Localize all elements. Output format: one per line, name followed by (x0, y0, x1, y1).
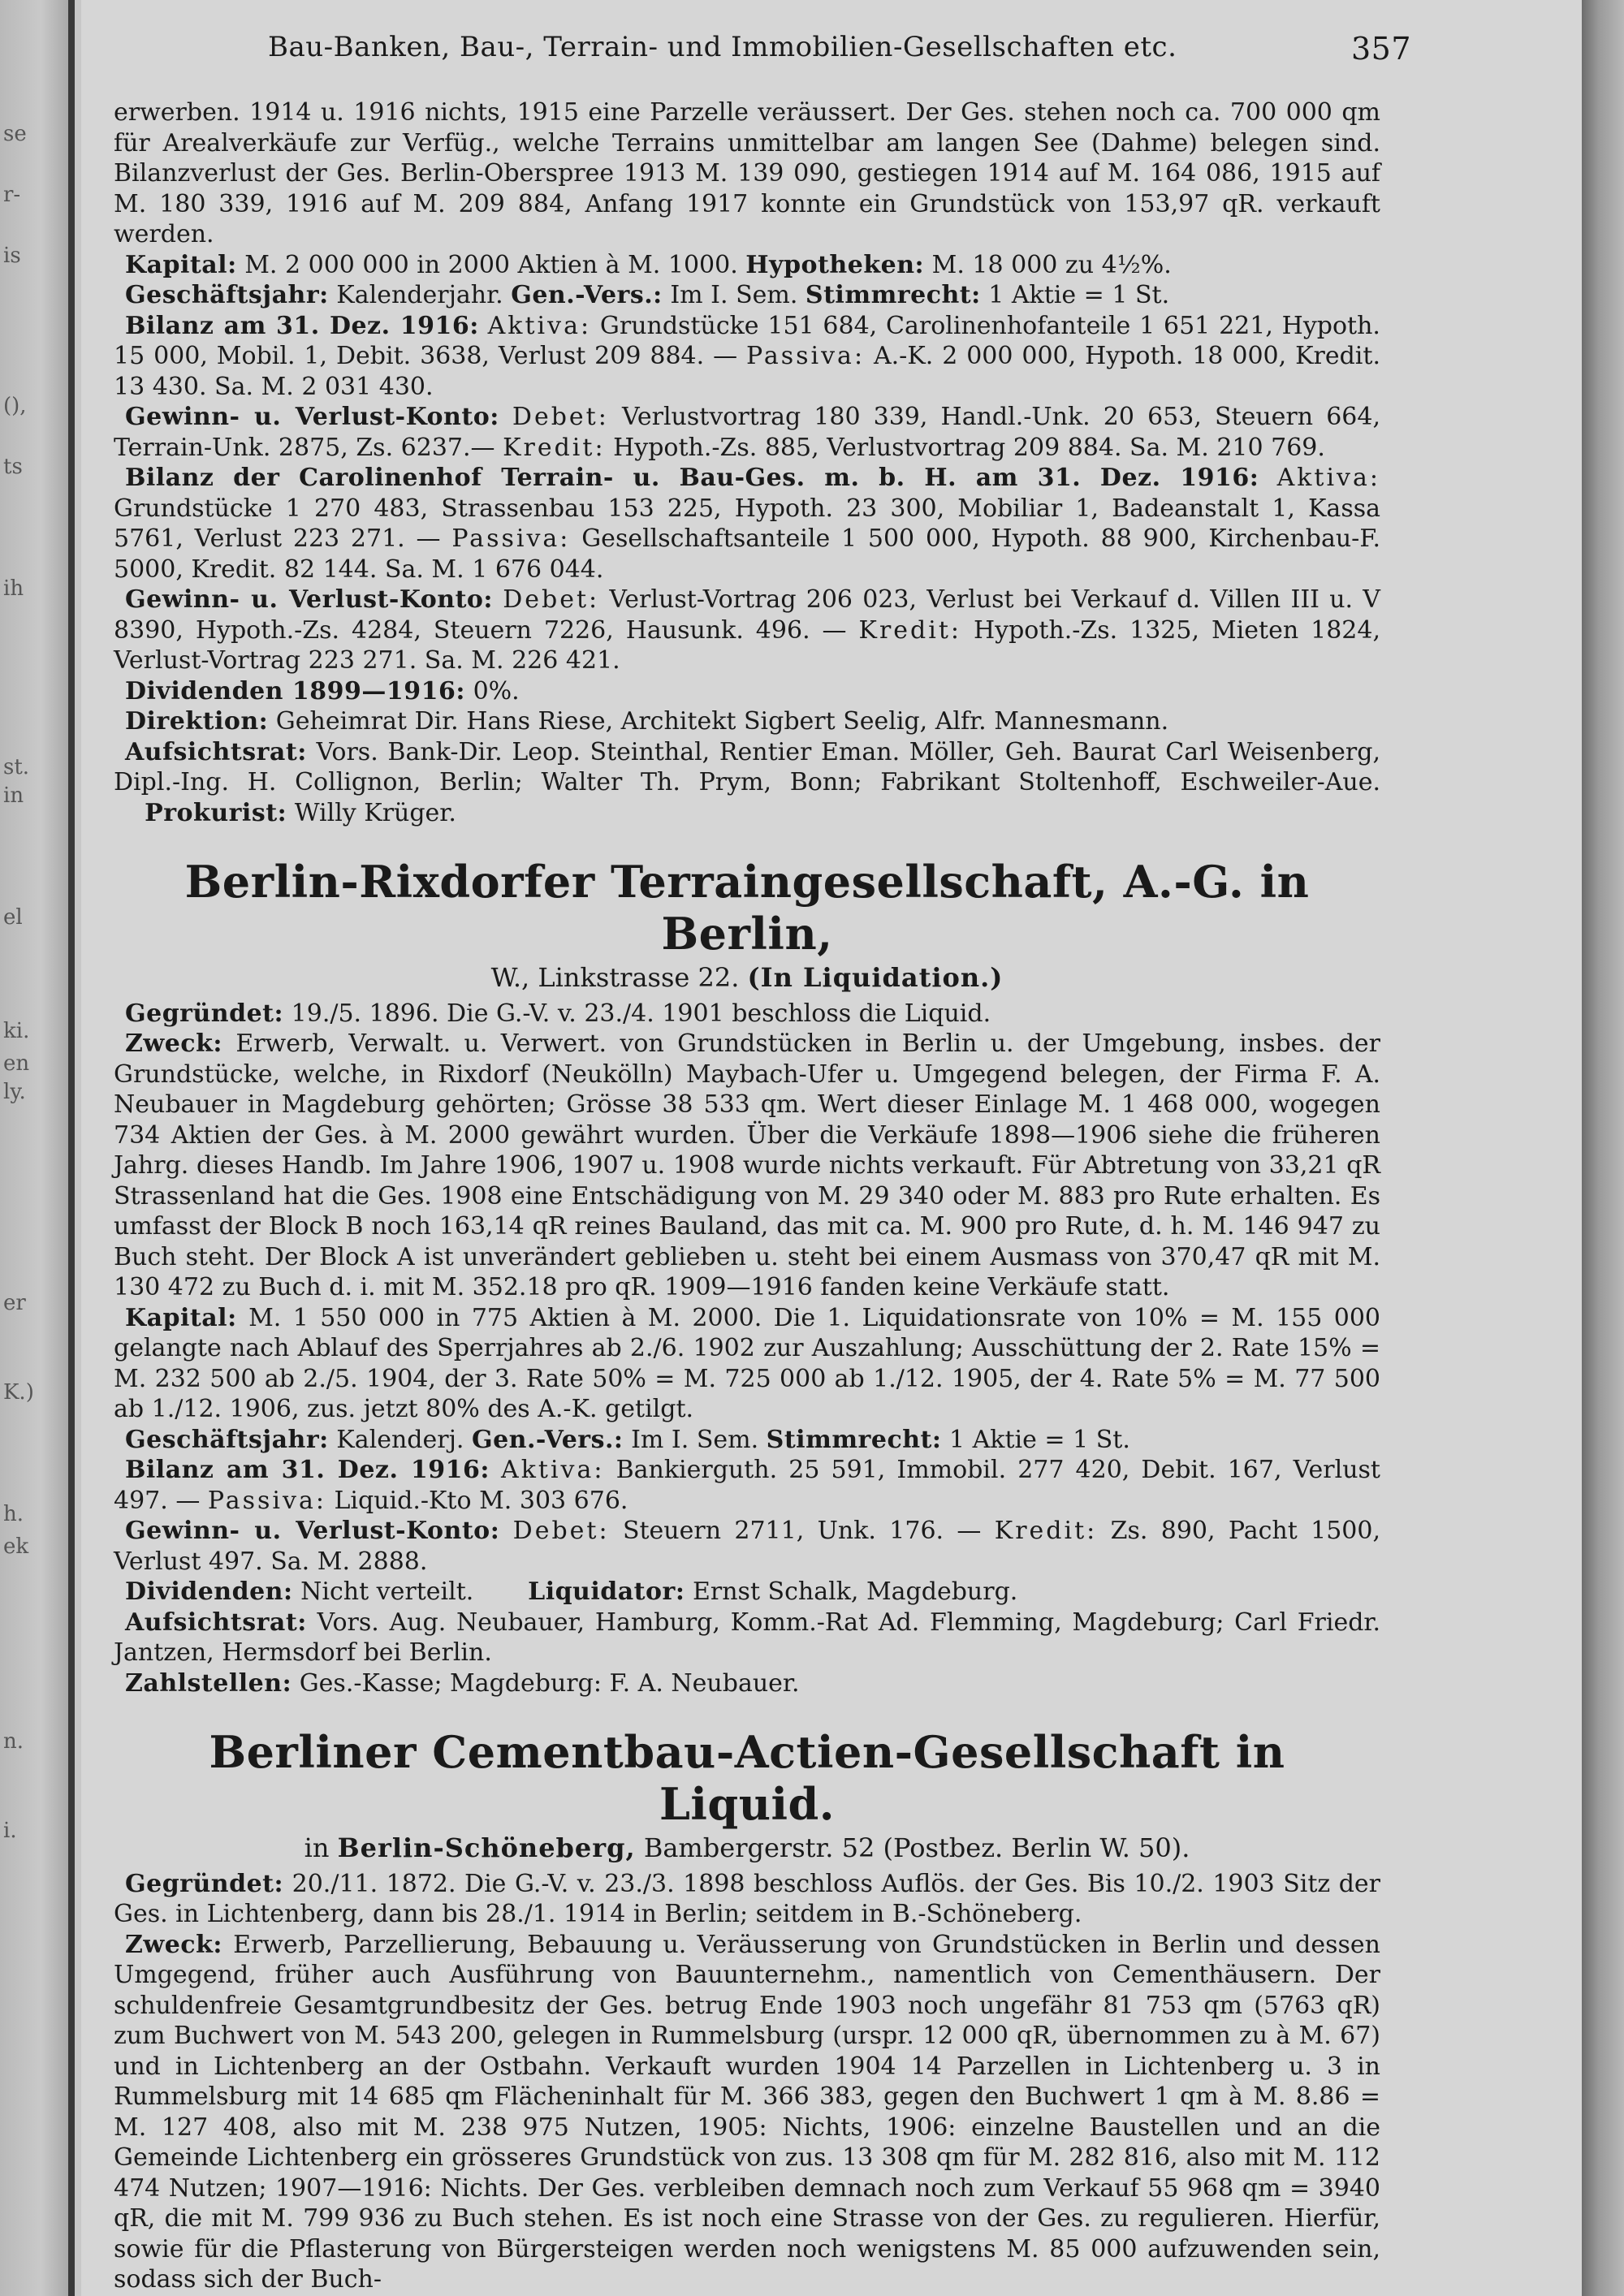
zweck-paragraph: Zweck: Erwerb, Parzellierung, Bebauung u. Veräusserung von Grundstücken in Berlin und dessen Umgegend, früher auch Ausführung von Bauunternehm., namentlich von Cementhäusern. Der schuldenfreie Gesamtgrundbesitz der Ges. betrug Ende 1903 noch ungefähr 81 753 qm (5763 qR) zum Buchwert von M. 543 200, gelegen in Rummelsburg (urspr. 12 000 qR, übernommen zu à M. 67) und in Lichtenberg an der Ostbahn. Verkauft wurden 1904 14 Parzellen in Lichtenberg u. 3 in Rummelsburg mit 14 685 qm Flächeninhalt für M. 366 383, gegen den Buchwert 1 qm à M. 8.86 = M. 127 408, also mit M. 238 975 Nutzen, 1905: Nichts, 1906: einzelne Baustellen und an die Gemeinde Lichtenberg ein grösseres Grundstück von zus. 13 308 qm für M. 282 816, also mit M. 112 474 Nutzen; 1907—1916: Nichts. Der Ges. verbleiben demnach noch zum Verkauf 55 968 qm = 3940 qR, die mit M. 799 936 zu Buch stehen. Es ist noch eine Strasse von der Ges. zu regulieren. Hierfür, sowie für die Pflasterung von Bürgersteigen werden noch wenigstens M. 85 000 aufzuwenden sein, sodass sich der Buch- (114, 1930, 1380, 2294)
entry-title: Berlin-Rixdorfer Terraingesellschaft, A.-G. in Berlin, (184, 856, 1310, 960)
margin-fragment: is (3, 244, 21, 268)
margin-fragment: el (3, 905, 23, 930)
right-page-edge (1582, 0, 1624, 2296)
gegruendet-paragraph: Gegründet: 20./11. 1872. Die G.-V. v. 23./3. 1898 beschloss Auflös. der Ges. Bis 10./2. 1903 Sitz der Ges. in Lichtenberg, dann bis 28./1. 1914 in Berlin; seitdem in B.-Schöneberg. (114, 1869, 1381, 1928)
margin-fragment: K.) (3, 1380, 34, 1405)
margin-fragment: i. (3, 1819, 17, 1843)
guv-paragraph: Gewinn- u. Verlust-Konto: Debet: Steuern 2711, Unk. 176. — Kredit: Zs. 890, Pacht 1500, Verlust 497. Sa. M. 2888. (114, 1517, 1381, 1576)
entry-subtitle: W., Linkstrasse 22. (In Liquidation.) (490, 962, 1004, 993)
aufsichtsrat-paragraph: Aufsichtsrat: Vors. Bank-Dir. Leop. Steinthal, Rentier Eman. Möller, Geh. Baurat Carl Weisenberg, Dipl.-Ing. H. Collignon, Berlin; Walter Th. Prym, Bonn; Fabrikant Stoltenhoff, Eschweiler-Aue. Prokurist: Willy Krüger. (114, 737, 1380, 827)
margin-fragment: st. (3, 755, 30, 779)
margin-fragment: n. (3, 1729, 24, 1754)
page-number: 357 (1350, 31, 1411, 67)
left-page-edge (0, 0, 75, 2296)
guv-paragraph: Gewinn- u. Verlust-Konto: Debet: Verlustvortrag 180 339, Handl.-Unk. 20 653, Steuern 664, Terrain-Unk. 2875, Zs. 6237.— Kredit: Hypoth.-Zs. 885, Verlustvortrag 209 884. Sa. M. 210 769. (114, 403, 1380, 462)
page-header (81, 31, 1582, 67)
aufsichtsrat-paragraph: Aufsichtsrat: Vors. Aug. Neubauer, Hamburg, Komm.-Rat Ad. Flemming, Magdeburg; Carl Friedr. Jantzen, Hermsdorf bei Berlin. (114, 1608, 1380, 1667)
direktion-line: Direktion: Geheimrat Dir. Hans Riese, Architekt Sigbert Seelig, Alfr. Mannesmann. (125, 707, 1169, 736)
margin-fragment: en (3, 1051, 30, 1076)
geschaeftsjahr-line: Geschäftsjahr: Kalenderj. Gen.-Vers.: Im I. Sem. Stimmrecht: 1 Aktie = 1 St. (125, 1425, 1130, 1454)
margin-fragment: ts (3, 455, 23, 479)
dividenden-line: Dividenden: Nicht verteilt. Liquidator: Ernst Schalk, Magdeburg. (125, 1577, 1018, 1606)
margin-fragment: r- (3, 183, 21, 207)
zweck-paragraph: Zweck: Erwerb, Verwalt. u. Verwert. von Grundstücken in Berlin u. der Umgebung, insbes. der Grundstücke, welche, in Rixdorf (Neukölln) Maybach-Ufer u. Umgegend belegen, der Firma F. A. Neubauer in Magdeburg gehörten; Grösse 38 533 qm. Wert dieser Einlage M. 1 468 000, wogegen 734 Aktien der Ges. à M. 2000 gewährt wurden. Über die Verkäufe 1898—1906 siehe die früheren Jahrg. dieses Handb. Im Jahre 1906, 1907 u. 1908 wurde nichts verkauft. Für Abtretung von 33,21 qR Strassenland hat die Ges. 1908 eine Entschädigung von M. 29 340 oder M. 883 pro Rute erhalten. Es umfasst der Block B noch 163,14 qR reines Bauland, das mit ca. M. 900 pro Rute, d. h. M. 146 947 zu Buch steht. Der Block A ist unverändert geblieben u. steht bei einem Ausmass von 370,47 qR mit M. 130 472 zu Buch d. i. mit M. 352.18 pro qR. 1909—1916 fanden keine Verkäufe statt. (114, 1029, 1381, 1301)
carolinenhof-guv-paragraph: Gewinn- u. Verlust-Konto: Debet: Verlust-Vortrag 206 023, Verlust bei Verkauf d. Villen III u. V 8390, Hypoth.-Zs. 4284, Steuern 7226, Hausunk. 496. — Kredit: Hypoth.-Zs. 1325, Mieten 1824, Verlust-Vortrag 223 271. Sa. M. 226 421. (114, 585, 1381, 675)
dividenden-line: Dividenden 1899—1916: 0%. (125, 676, 520, 706)
page-body (114, 97, 1380, 2295)
margin-fragment: (), (3, 394, 27, 418)
margin-fragment: se (3, 122, 27, 146)
bilanz-paragraph: Bilanz am 31. Dez. 1916: Aktiva: Bankierguth. 25 591, Immobil. 277 420, Debit. 167, Verlust 497. — Passiva: Liquid.-Kto M. 303 676. (114, 1456, 1380, 1515)
carolinenhof-bilanz-paragraph: Bilanz der Carolinenhof Terrain- u. Bau-Ges. m. b. H. am 31. Dez. 1916: Aktiva: Grundstücke 1 270 483, Strassenbau 153 225, Hypoth. 23 300, Mobiliar 1, Badeanstalt 1, Kassa 5761, Verlust 223 271. — Passiva: Gesellschaftsanteile 1 500 000, Hypoth. 88 900, Kirchenbau-F. 5000, Kredit. 82 144. Sa. M. 1 676 044. (114, 464, 1380, 584)
margin-fragment: in (3, 783, 24, 808)
entry-title: Berliner Cementbau-Actien-Gesellschaft in Liquid. (209, 1726, 1285, 1830)
kapital-paragraph: Kapital: M. 1 550 000 in 775 Aktien à M. 2000. Die 1. Liquidationsrate von 10% = M. 155 000 gelangte nach Ablauf des Sperrjahres ab 2./6. 1902 zur Auszahlung; Ausschüttung der 2. Rate 15% = M. 232 500 ab 2./5. 1904, der 3. Rate 50% = M. 725 000 ab 1./12. 1905, der 4. Rate 5% = M. 77 500 ab 1./12. 1906, zus. jetzt 80% des A.-K. getilgt. (114, 1303, 1380, 1423)
bilanz-paragraph: Bilanz am 31. Dez. 1916: Aktiva: Grundstücke 151 684, Carolinenhofanteile 1 651 221, Hypoth. 15 000, Mobil. 1, Debit. 3638, Verlust 209 884. — Passiva: A.-K. 2 000 000, Hypoth. 18 000, Kredit. 13 430. Sa. M. 2 031 430. (114, 311, 1380, 401)
margin-fragment: ki. (3, 1019, 30, 1043)
running-title: Bau-Banken, Bau-, Terrain- und Immobilien-Gesellschaften etc. (268, 31, 1177, 63)
gegruendet-line: Gegründet: 19./5. 1896. Die G.-V. v. 23./4. 1901 beschloss die Liquid. (125, 999, 991, 1028)
entry-berlin-rixdorfer (114, 856, 1380, 1698)
geschaeftsjahr-line: Geschäftsjahr: Kalenderjahr. Gen.-Vers.: Im I. Sem. Stimmrecht: 1 Aktie = 1 St. (125, 281, 1170, 309)
entry-subtitle: in Berlin-Schöneberg, Bambergerstr. 52 (Postbez. Berlin W. 50). (304, 1832, 1190, 1863)
margin-fragment: ek (3, 1534, 29, 1559)
margin-fragment: h. (3, 1502, 24, 1526)
kapital-line: Kapital: M. 2 000 000 in 2000 Aktien à M. 1000. Hypotheken: M. 18 000 zu 4½%. (125, 250, 1172, 279)
document-page (81, 0, 1582, 2296)
entry-berliner-cementbau (114, 1726, 1380, 2295)
margin-fragment: ly. (3, 1080, 26, 1104)
margin-fragment: er (3, 1291, 26, 1315)
continuation-paragraph: erwerben. 1914 u. 1916 nichts, 1915 eine Parzelle veräussert. Der Ges. stehen noch ca. 700 000 qm für Arealverkäufe zur Verfüg., welche Terrains unmittelbar am langen See (Dahme) belegen sind. Bilanzverlust der Ges. Berlin-Oberspree 1913 M. 139 090, gestiegen 1914 auf M. 164 086, 1915 auf M. 180 339, 1916 auf M. 209 884, Anfang 1917 konnte ein Grundstück von 153,97 qR. verkauft werden. (114, 98, 1380, 248)
zahlstellen-line: Zahlstellen: Ges.-Kasse; Magdeburg: F. A. Neubauer. (125, 1668, 800, 1698)
entry-berlin-oberspree-continuation (114, 97, 1380, 828)
margin-fragment: ih (3, 576, 24, 601)
